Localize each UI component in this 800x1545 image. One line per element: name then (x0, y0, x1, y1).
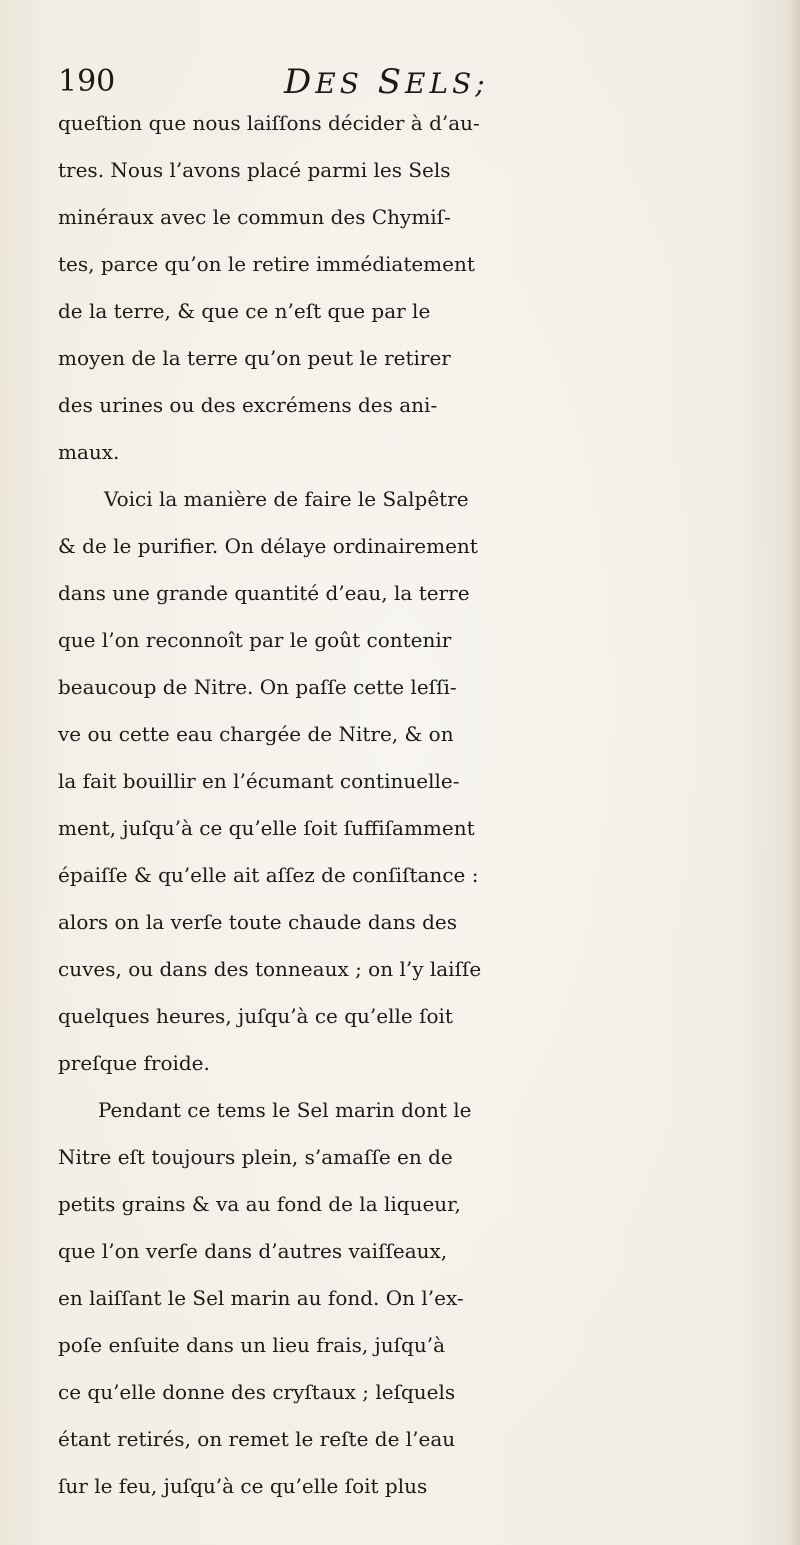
running-head-rest-1: ES (315, 67, 363, 100)
text-line-4: tes, parce qu’on le retire immédiatement (58, 252, 475, 276)
text-line-19: cuves, ou dans des tonneaux ; on l’y laiſſe (58, 957, 482, 981)
text-line-15: la fait bouillir en l’écumant continuelle- (58, 769, 460, 793)
text-line-26: en laiſſant le Sel marin au fond. On l’ex- (58, 1286, 464, 1310)
text-line-24: petits grains & va au fond de la liqueur, (58, 1192, 461, 1216)
text-line-7: des urines ou des excrémens des ani- (58, 393, 438, 417)
text-line-11: dans une grande quantité d’eau, la terre (58, 581, 470, 605)
running-head (284, 62, 489, 104)
text-line-29: étant retirés, on remet le reſte de l’eau (58, 1427, 456, 1451)
text-line-9: Voici la manière de faire le Salpêtre (104, 487, 469, 511)
text-line-18: alors on la verſe toute chaude dans des (58, 910, 457, 934)
body-text (58, 100, 798, 1510)
text-line-22: Pendant ce tems le Sel marin dont le (98, 1098, 472, 1122)
running-head-initial-d: D (284, 62, 316, 102)
text-line-6: moyen de la terre qu’on peut le retirer (58, 346, 451, 370)
text-line-8: maux. (58, 440, 120, 464)
text-line-5: de la terre, & que ce n’eſt que par le (58, 299, 431, 323)
text-line-1: queſtion que nous laiſſons décider à d’au- (58, 111, 480, 135)
text-line-14: ve ou cette eau chargée de Nitre, & on (58, 722, 454, 746)
running-head-rest-2: ELS; (405, 67, 489, 100)
text-line-2: tres. Nous l’avons placé parmi les Sels (58, 158, 451, 182)
text-line-17: épaiſſe & qu’elle ait aſſez de conſiſtance : (58, 863, 479, 887)
text-line-3: minéraux avec le commun des Chymiſ- (58, 205, 451, 229)
text-line-25: que l’on verſe dans d’autres vaiſſeaux, (58, 1239, 448, 1263)
text-line-30: ſur le feu, juſqu’à ce qu’elle ſoit plus (58, 1474, 428, 1498)
text-line-10: & de le purifier. On délaye ordinairement (58, 534, 478, 558)
page-number: 190 (58, 64, 116, 99)
text-line-20: quelques heures, juſqu’à ce qu’elle ſoit (58, 1004, 453, 1028)
text-line-16: ment, juſqu’à ce qu’elle ſoit ſuffiſamment (58, 816, 475, 840)
text-line-21: preſque froide. (58, 1051, 210, 1075)
text-line-27: poſe enſuite dans un lieu frais, juſqu’à (58, 1333, 445, 1357)
running-head-initial-s: S (377, 62, 405, 102)
text-line-28: ce qu’elle donne des cryſtaux ; leſquels (58, 1380, 456, 1404)
text-line-12: que l’on reconnoît par le goût contenir (58, 628, 452, 652)
page-header (58, 62, 758, 102)
text-line-23: Nitre eſt toujours plein, s’amaſſe en de (58, 1145, 453, 1169)
text-line-13: beaucoup de Nitre. On paſſe cette leſſi- (58, 675, 457, 699)
